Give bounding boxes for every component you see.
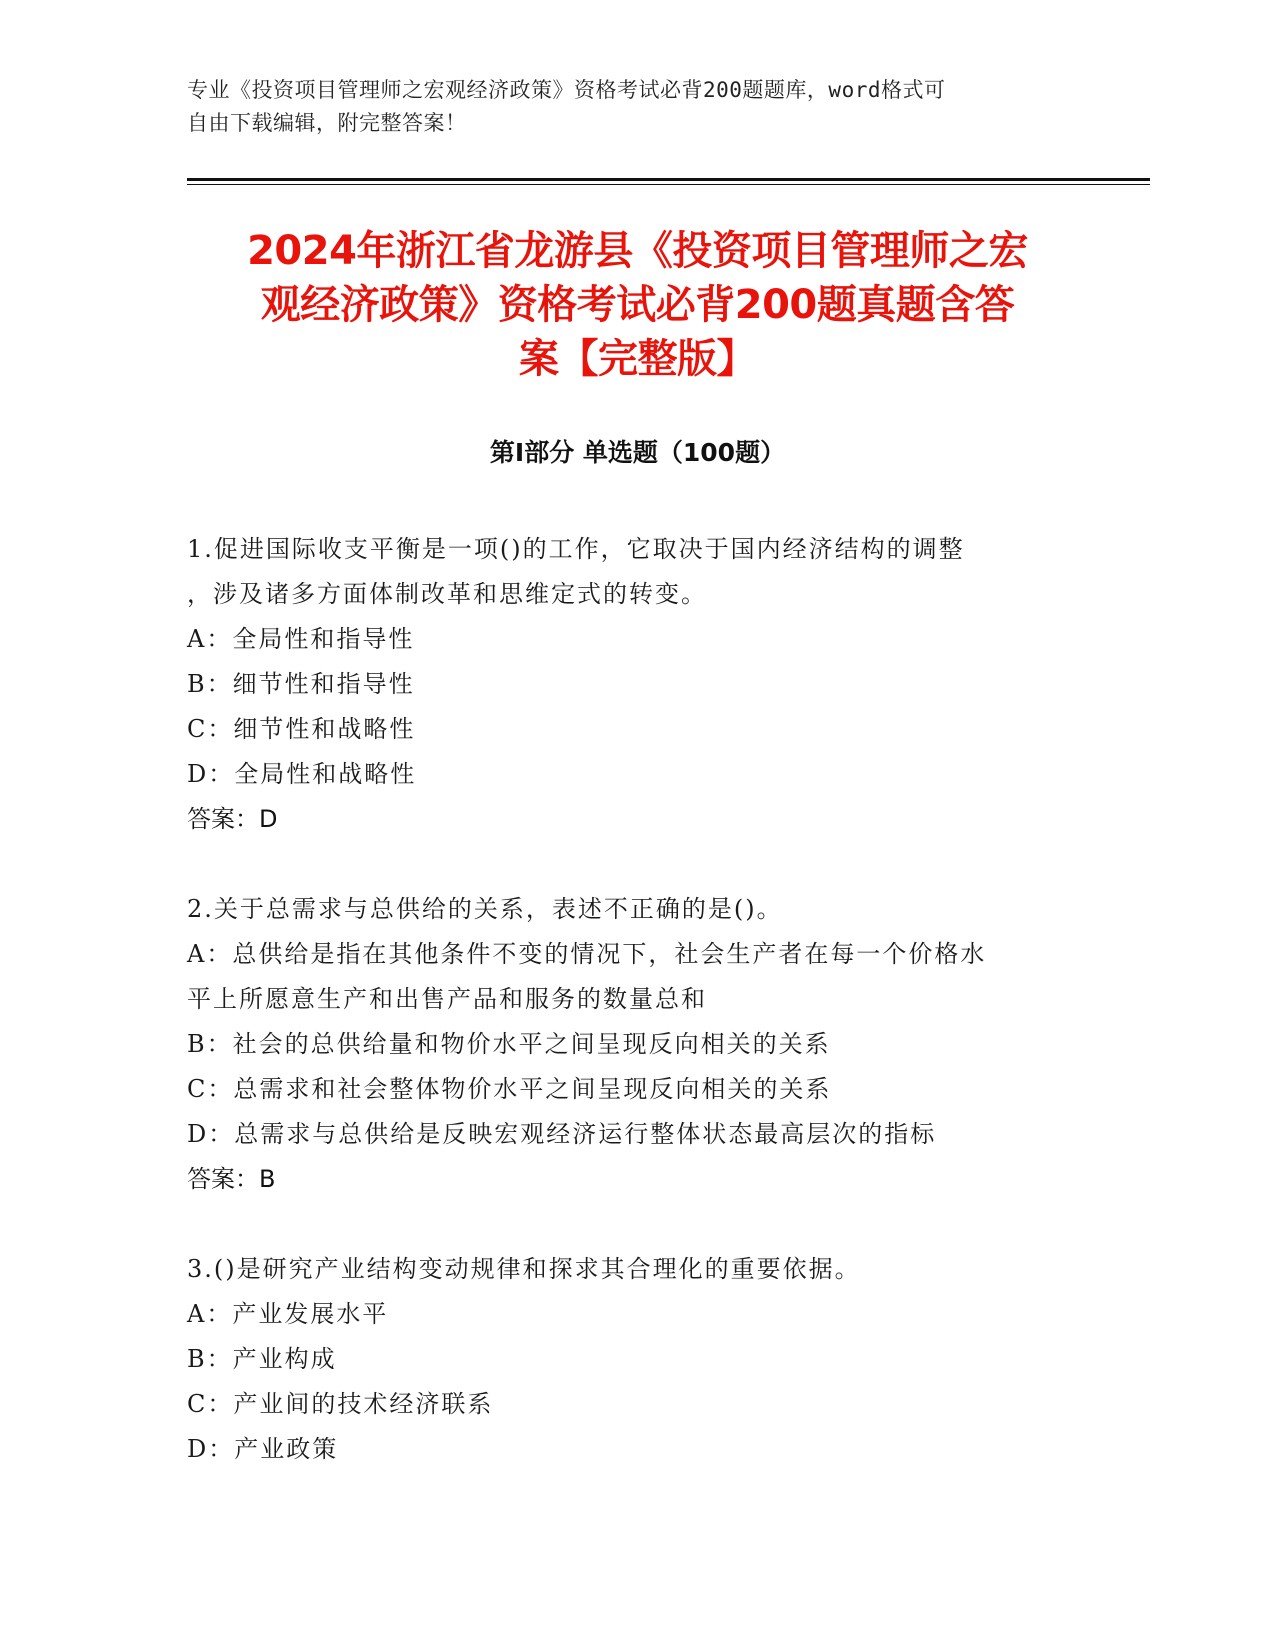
document-title xyxy=(150,224,1125,386)
answer: 答案：B xyxy=(187,1165,276,1193)
option-b: B：产业构成 xyxy=(187,1345,337,1373)
question-stem-continued: ，涉及诸多方面体制改革和思维定式的转变。 xyxy=(187,580,707,608)
document-title-line-1: 2024年浙江省龙游县《投资项目管理师之宏 xyxy=(247,228,1028,274)
answer: 答案：D xyxy=(187,805,278,833)
question-list xyxy=(187,527,1087,1517)
question-2 xyxy=(187,887,1087,1202)
option-d: D：产业政策 xyxy=(187,1435,339,1463)
option-a: A：总供给是指在其他条件不变的情况下，社会生产者在每一个价格水 xyxy=(187,940,987,968)
document-title-line-2: 观经济政策》资格考试必背200题真题含答 xyxy=(260,282,1015,328)
header-note-line-1: 专业《投资项目管理师之宏观经济政策》资格考试必背200题题库，word格式可 xyxy=(187,78,946,102)
document-title-line-3: 案【完整版】 xyxy=(519,336,756,382)
option-a: A：全局性和指导性 xyxy=(187,625,415,653)
question-1 xyxy=(187,527,1087,842)
header-note-line-2: 自由下载编辑，附完整答案！ xyxy=(187,111,467,135)
header-divider-thick xyxy=(187,178,1150,181)
option-b: B：细节性和指导性 xyxy=(187,670,415,698)
header-note xyxy=(187,74,1067,140)
option-c: C：产业间的技术经济联系 xyxy=(187,1390,494,1418)
question-stem: 3.()是研究产业结构变动规律和探求其合理化的重要依据。 xyxy=(187,1255,861,1283)
section-title: 第Ⅰ部分 单选题（100题） xyxy=(489,438,786,467)
question-stem: 2.关于总需求与总供给的关系，表述不正确的是()。 xyxy=(187,895,783,923)
option-c: C：总需求和社会整体物价水平之间呈现反向相关的关系 xyxy=(187,1075,832,1103)
option-a-continued: 平上所愿意生产和出售产品和服务的数量总和 xyxy=(187,985,707,1013)
option-d: D：总需求与总供给是反映宏观经济运行整体状态最高层次的指标 xyxy=(187,1120,937,1148)
option-d: D：全局性和战略性 xyxy=(187,760,417,788)
question-3 xyxy=(187,1247,1087,1472)
option-a: A：产业发展水平 xyxy=(187,1300,389,1328)
header-divider-thin xyxy=(187,184,1150,185)
option-c: C：细节性和战略性 xyxy=(187,715,416,743)
question-stem: 1.促进国际收支平衡是一项()的工作，它取决于国内经济结构的调整 xyxy=(187,535,965,563)
option-b: B：社会的总供给量和物价水平之间呈现反向相关的关系 xyxy=(187,1030,831,1058)
